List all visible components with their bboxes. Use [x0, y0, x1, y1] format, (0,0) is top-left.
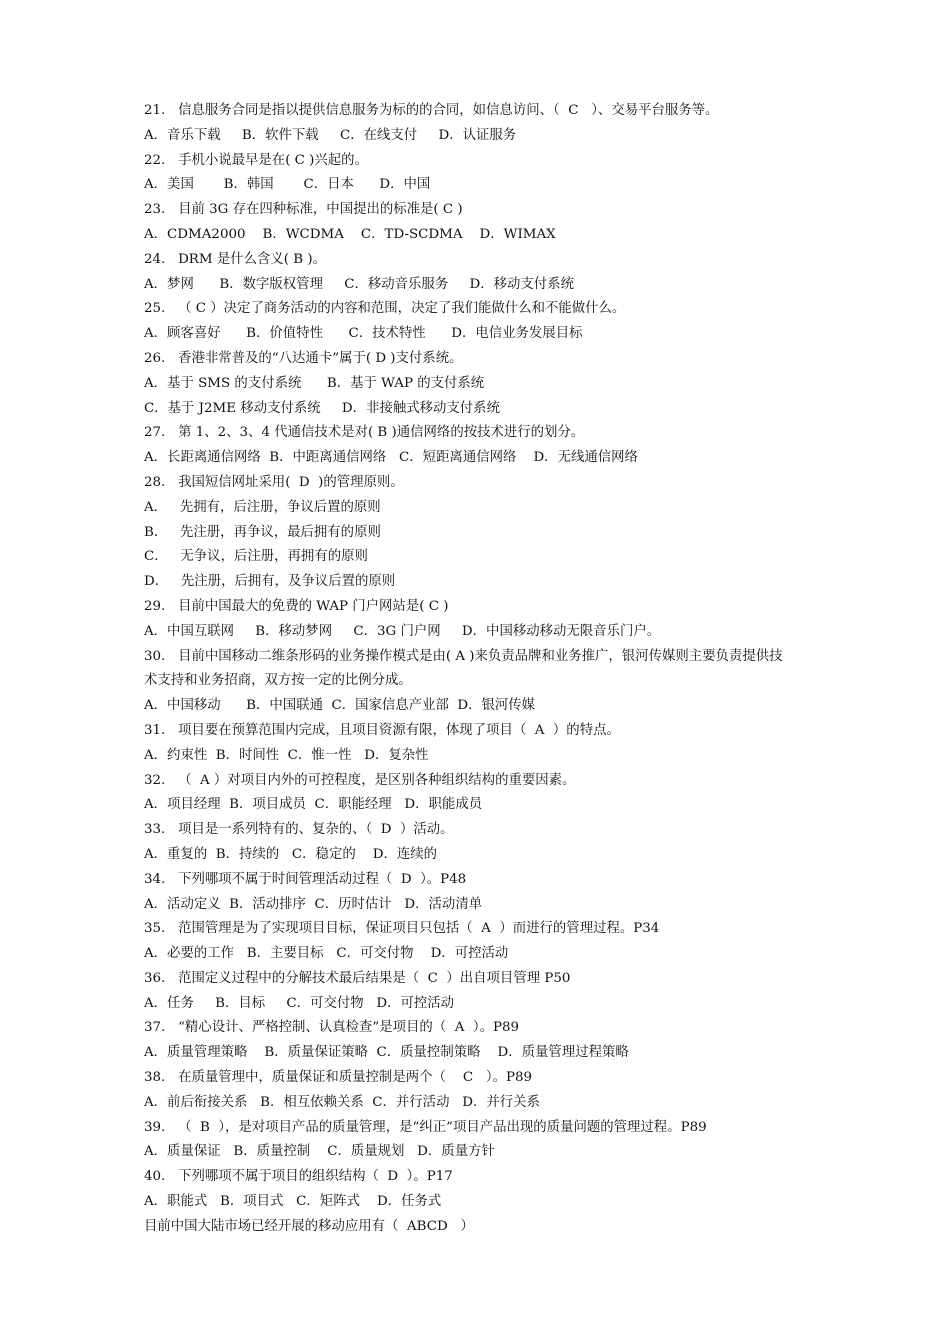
text-line: 27. 第 1、2、3、4 代通信技术是对( B )通信网络的按技术进行的划分。	[144, 425, 585, 441]
text-line: A．中国互联网 B．移动梦网 C．3G 门户网 D．中国移动移动无限音乐门户。	[144, 623, 661, 639]
text-line: 31. 项目要在预算范围内完成，且项目资源有限，体现了项目（ A ）的特点。	[144, 722, 620, 738]
text-line: B． 先注册，再争议，最后拥有的原则	[144, 524, 381, 540]
text-line: 23. 目前 3G 存在四种标准，中国提出的标准是( C )	[144, 202, 463, 218]
text-line: A． 先拥有，后注册，争议后置的原则	[144, 499, 381, 515]
text-line: A．顾客喜好 B．价值特性 C．技术特性 D．电信业务发展目标	[144, 326, 583, 342]
text-line: A．项目经理 B．项目成员 C．职能经理 D．职能成员	[144, 797, 483, 813]
text-line: A．音乐下载 B．软件下载 C．在线支付 D．认证服务	[144, 127, 517, 143]
text-line: 30. 目前中国移动二维条形码的业务操作模式是由( A )来负责品牌和业务推广，银河传媒则主要负责提供技	[144, 648, 783, 664]
text-line: A．约束性 B．时间性 C．惟一性 D．复杂性	[144, 747, 429, 763]
text-line: A．任务 B．目标 C．可交付物 D．可控活动	[144, 995, 455, 1011]
text-line: A．质量管理策略 B．质量保证策略 C．质量控制策略 D．质量管理过程策略	[144, 1045, 629, 1061]
text-line: A．美国 B．韩国 C．日本 D．中国	[144, 177, 431, 193]
text-line: 40. 下列哪项不属于项目的组织结构（ D ）。P17	[144, 1169, 453, 1185]
text-line: A．长距离通信网络 B．中距离通信网络 C．短距离通信网络 D．无线通信网络	[144, 450, 638, 466]
text-line: A．梦网 B．数字版权管理 C．移动音乐服务 D．移动支付系统	[144, 276, 574, 292]
text-line: 26. 香港非常普及的“八达通卡”属于( D )支付系统。	[144, 350, 463, 366]
text-line: A．质量保证 B．质量控制 C．质量规划 D．质量方针	[144, 1144, 495, 1160]
question-list	[144, 99, 844, 1240]
text-line: 22. 手机小说最早是在( C )兴起的。	[144, 152, 368, 168]
text-line: 35. 范围管理是为了实现项目目标，保证项目只包括（ A ）而进行的管理过程。P34	[144, 921, 660, 937]
text-line: 目前中国大陆市场已经开展的移动应用有（ ABCD ）	[144, 1218, 474, 1234]
text-line: 术支持和业务招商，双方按一定的比例分成。	[144, 673, 412, 689]
text-line: 37. “精心设计、严格控制、认真检查”是项目的（ A ）。P89	[144, 1020, 520, 1036]
text-line: 32. （ A ）对项目内外的可控程度，是区别各种组织结构的重要因素。	[144, 772, 576, 788]
text-line: A．基于 SMS 的支付系统 B．基于 WAP 的支付系统	[144, 375, 485, 391]
text-line: 33. 项目是一系列特有的、复杂的、（ D ）活动。	[144, 822, 454, 838]
text-line: A．活动定义 B．活动排序 C．历时估计 D．活动清单	[144, 896, 483, 912]
text-line: 24. DRM 是什么含义( B )。	[144, 251, 326, 267]
text-line: 29. 目前中国最大的免费的 WAP 门户网站是( C )	[144, 598, 449, 614]
text-line: A．CDMA2000 B．WCDMA C．TD-SCDMA D．WIMAX	[144, 226, 556, 242]
text-line: 25. （ C ）决定了商务活动的内容和范围，决定了我们能做什么和不能做什么。	[144, 301, 626, 317]
text-line: A．职能式 B．项目式 C．矩阵式 D．任务式	[144, 1194, 442, 1210]
text-line: 21. 信息服务合同是指以提供信息服务为标的的合同，如信息访问、（ C ）、交易平台服务等。	[144, 103, 719, 118]
text-line: A．必要的工作 B．主要目标 C．可交付物 D．可控活动	[144, 946, 509, 962]
text-line: A．前后衔接关系 B．相互依赖关系 C．并行活动 D．并行关系	[144, 1094, 540, 1110]
text-line: 36. 范围定义过程中的分解技术最后结果是（ C ）出自项目管理 P50	[144, 970, 571, 986]
text-line: C． 无争议，后注册，再拥有的原则	[144, 549, 368, 565]
text-line: 38. 在质量管理中，质量保证和质量控制是两个（ C ）。P89	[144, 1070, 533, 1086]
text-line: 28. 我国短信网址采用( D )的管理原则。	[144, 474, 404, 490]
text-line: C．基于 J2ME 移动支付系统 D．非接触式移动支付系统	[144, 400, 500, 416]
text-line: 34. 下列哪项不属于时间管理活动过程（ D ）。P48	[144, 871, 467, 887]
text-line: D． 先注册，后拥有，及争议后置的原则	[144, 574, 396, 590]
text-line: A．中国移动 B．中国联通 C．国家信息产业部 D．银河传媒	[144, 698, 536, 714]
text-line: A．重复的 B．持续的 C．稳定的 D．连续的	[144, 846, 438, 862]
text-line: 39. （ B ），是对项目产品的质量管理，是“纠正”项目产品出现的质量问题的管理过程。P89	[144, 1119, 707, 1135]
